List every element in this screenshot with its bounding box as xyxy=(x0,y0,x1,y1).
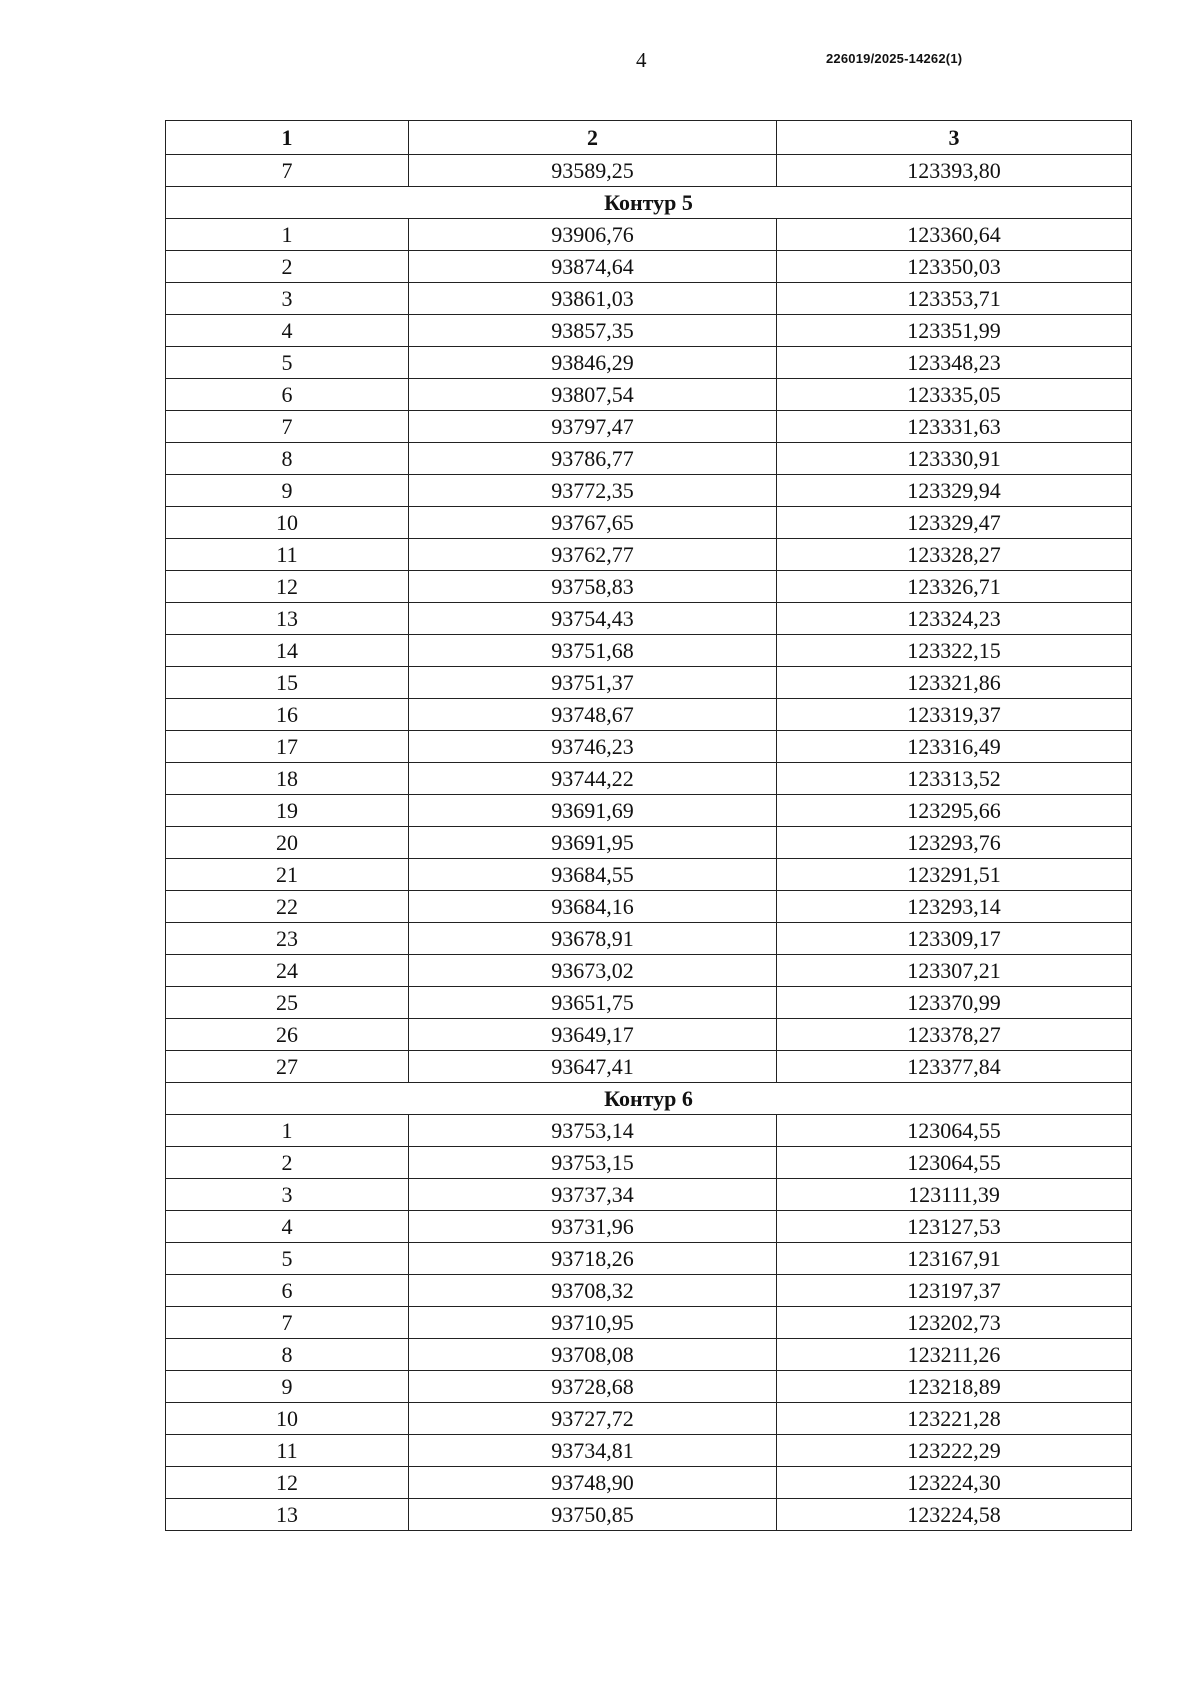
header-row xyxy=(166,121,1132,155)
x-coordinate-cell: 93753,15 xyxy=(409,1147,777,1179)
x-coordinate-cell: 93649,17 xyxy=(409,1019,777,1051)
y-coordinate-cell: 123330,91 xyxy=(777,443,1132,475)
x-coordinate-cell: 93737,34 xyxy=(409,1179,777,1211)
point-number-cell: 13 xyxy=(166,1499,409,1531)
y-coordinate-cell: 123351,99 xyxy=(777,315,1132,347)
y-coordinate-cell: 123328,27 xyxy=(777,539,1132,571)
y-coordinate-cell: 123370,99 xyxy=(777,987,1132,1019)
x-coordinate-cell: 93874,64 xyxy=(409,251,777,283)
table-row xyxy=(166,1275,1132,1307)
point-number-cell: 17 xyxy=(166,731,409,763)
x-coordinate-cell: 93678,91 xyxy=(409,923,777,955)
table-row xyxy=(166,411,1132,443)
table-row xyxy=(166,923,1132,955)
point-number-cell: 15 xyxy=(166,667,409,699)
x-coordinate-cell: 93906,76 xyxy=(409,219,777,251)
table-row xyxy=(166,731,1132,763)
x-coordinate-cell: 93762,77 xyxy=(409,539,777,571)
point-number-cell: 10 xyxy=(166,1403,409,1435)
table-row xyxy=(166,1179,1132,1211)
y-coordinate-cell: 123319,37 xyxy=(777,699,1132,731)
x-coordinate-cell: 93691,69 xyxy=(409,795,777,827)
y-coordinate-cell: 123167,91 xyxy=(777,1243,1132,1275)
x-coordinate-cell: 93753,14 xyxy=(409,1115,777,1147)
point-number-cell: 13 xyxy=(166,603,409,635)
y-coordinate-cell: 123350,03 xyxy=(777,251,1132,283)
y-coordinate-cell: 123329,94 xyxy=(777,475,1132,507)
table-row xyxy=(166,347,1132,379)
point-number-cell: 2 xyxy=(166,251,409,283)
table-row xyxy=(166,667,1132,699)
table-row xyxy=(166,1147,1132,1179)
point-number-cell: 11 xyxy=(166,539,409,571)
point-number-cell: 4 xyxy=(166,1211,409,1243)
x-coordinate-cell: 93786,77 xyxy=(409,443,777,475)
y-coordinate-cell: 123307,21 xyxy=(777,955,1132,987)
y-coordinate-cell: 123224,30 xyxy=(777,1467,1132,1499)
point-number-cell: 7 xyxy=(166,1307,409,1339)
point-number-cell: 7 xyxy=(166,411,409,443)
table-row xyxy=(166,795,1132,827)
y-coordinate-cell: 123127,53 xyxy=(777,1211,1132,1243)
y-coordinate-cell: 123353,71 xyxy=(777,283,1132,315)
point-number-cell: 7 xyxy=(166,155,409,187)
x-coordinate-cell: 93807,54 xyxy=(409,379,777,411)
table-row xyxy=(166,571,1132,603)
y-coordinate-cell: 123218,89 xyxy=(777,1371,1132,1403)
table-row xyxy=(166,283,1132,315)
x-coordinate-cell: 93797,47 xyxy=(409,411,777,443)
x-coordinate-cell: 93754,43 xyxy=(409,603,777,635)
point-number-cell: 16 xyxy=(166,699,409,731)
point-number-cell: 6 xyxy=(166,379,409,411)
x-coordinate-cell: 93708,32 xyxy=(409,1275,777,1307)
point-number-cell: 19 xyxy=(166,795,409,827)
point-number-cell: 8 xyxy=(166,443,409,475)
point-number-cell: 12 xyxy=(166,571,409,603)
x-coordinate-cell: 93748,67 xyxy=(409,699,777,731)
y-coordinate-cell: 123331,63 xyxy=(777,411,1132,443)
column-header-2: 2 xyxy=(409,121,777,155)
point-number-cell: 10 xyxy=(166,507,409,539)
y-coordinate-cell: 123064,55 xyxy=(777,1147,1132,1179)
y-coordinate-cell: 123111,39 xyxy=(777,1179,1132,1211)
y-coordinate-cell: 123316,49 xyxy=(777,731,1132,763)
document-id: 226019/2025-14262(1) xyxy=(826,51,963,66)
table-row xyxy=(166,475,1132,507)
coordinates-table xyxy=(165,120,1132,1531)
table-row xyxy=(166,827,1132,859)
table-row xyxy=(166,1243,1132,1275)
table-row xyxy=(166,1211,1132,1243)
point-number-cell: 20 xyxy=(166,827,409,859)
point-number-cell: 9 xyxy=(166,1371,409,1403)
table-row xyxy=(166,219,1132,251)
table-row xyxy=(166,859,1132,891)
y-coordinate-cell: 123197,37 xyxy=(777,1275,1132,1307)
table-row xyxy=(166,635,1132,667)
x-coordinate-cell: 93708,08 xyxy=(409,1339,777,1371)
y-coordinate-cell: 123064,55 xyxy=(777,1115,1132,1147)
section-row xyxy=(166,1083,1132,1115)
x-coordinate-cell: 93731,96 xyxy=(409,1211,777,1243)
y-coordinate-cell: 123309,17 xyxy=(777,923,1132,955)
y-coordinate-cell: 123291,51 xyxy=(777,859,1132,891)
point-number-cell: 5 xyxy=(166,1243,409,1275)
point-number-cell: 22 xyxy=(166,891,409,923)
y-coordinate-cell: 123348,23 xyxy=(777,347,1132,379)
point-number-cell: 3 xyxy=(166,1179,409,1211)
point-number-cell: 1 xyxy=(166,219,409,251)
table-row xyxy=(166,699,1132,731)
x-coordinate-cell: 93748,90 xyxy=(409,1467,777,1499)
x-coordinate-cell: 93684,55 xyxy=(409,859,777,891)
section-row xyxy=(166,187,1132,219)
x-coordinate-cell: 93767,65 xyxy=(409,507,777,539)
x-coordinate-cell: 93691,95 xyxy=(409,827,777,859)
y-coordinate-cell: 123202,73 xyxy=(777,1307,1132,1339)
table-row xyxy=(166,987,1132,1019)
point-number-cell: 2 xyxy=(166,1147,409,1179)
table-row xyxy=(166,315,1132,347)
section-title: Контур 6 xyxy=(166,1083,1132,1115)
y-coordinate-cell: 123293,14 xyxy=(777,891,1132,923)
point-number-cell: 27 xyxy=(166,1051,409,1083)
point-number-cell: 14 xyxy=(166,635,409,667)
x-coordinate-cell: 93751,37 xyxy=(409,667,777,699)
point-number-cell: 23 xyxy=(166,923,409,955)
column-header-1: 1 xyxy=(166,121,409,155)
y-coordinate-cell: 123224,58 xyxy=(777,1499,1132,1531)
y-coordinate-cell: 123322,15 xyxy=(777,635,1132,667)
table-row xyxy=(166,1115,1132,1147)
table-row xyxy=(166,1499,1132,1531)
x-coordinate-cell: 93857,35 xyxy=(409,315,777,347)
y-coordinate-cell: 123211,26 xyxy=(777,1339,1132,1371)
table-row xyxy=(166,1019,1132,1051)
point-number-cell: 1 xyxy=(166,1115,409,1147)
table-row xyxy=(166,1403,1132,1435)
table-row xyxy=(166,1051,1132,1083)
table-row xyxy=(166,155,1132,187)
x-coordinate-cell: 93758,83 xyxy=(409,571,777,603)
y-coordinate-cell: 123326,71 xyxy=(777,571,1132,603)
y-coordinate-cell: 123360,64 xyxy=(777,219,1132,251)
x-coordinate-cell: 93751,68 xyxy=(409,635,777,667)
y-coordinate-cell: 123313,52 xyxy=(777,763,1132,795)
x-coordinate-cell: 93750,85 xyxy=(409,1499,777,1531)
x-coordinate-cell: 93746,23 xyxy=(409,731,777,763)
y-coordinate-cell: 123295,66 xyxy=(777,795,1132,827)
table-row xyxy=(166,251,1132,283)
column-header-3: 3 xyxy=(777,121,1132,155)
table-row xyxy=(166,1435,1132,1467)
point-number-cell: 9 xyxy=(166,475,409,507)
y-coordinate-cell: 123378,27 xyxy=(777,1019,1132,1051)
y-coordinate-cell: 123329,47 xyxy=(777,507,1132,539)
y-coordinate-cell: 123393,80 xyxy=(777,155,1132,187)
table-row xyxy=(166,891,1132,923)
point-number-cell: 24 xyxy=(166,955,409,987)
x-coordinate-cell: 93846,29 xyxy=(409,347,777,379)
x-coordinate-cell: 93861,03 xyxy=(409,283,777,315)
x-coordinate-cell: 93673,02 xyxy=(409,955,777,987)
section-title: Контур 5 xyxy=(166,187,1132,219)
x-coordinate-cell: 93728,68 xyxy=(409,1371,777,1403)
point-number-cell: 6 xyxy=(166,1275,409,1307)
x-coordinate-cell: 93734,81 xyxy=(409,1435,777,1467)
point-number-cell: 12 xyxy=(166,1467,409,1499)
point-number-cell: 25 xyxy=(166,987,409,1019)
x-coordinate-cell: 93710,95 xyxy=(409,1307,777,1339)
point-number-cell: 4 xyxy=(166,315,409,347)
point-number-cell: 26 xyxy=(166,1019,409,1051)
x-coordinate-cell: 93727,72 xyxy=(409,1403,777,1435)
table-row xyxy=(166,379,1132,411)
x-coordinate-cell: 93772,35 xyxy=(409,475,777,507)
point-number-cell: 18 xyxy=(166,763,409,795)
table-row xyxy=(166,443,1132,475)
x-coordinate-cell: 93647,41 xyxy=(409,1051,777,1083)
y-coordinate-cell: 123293,76 xyxy=(777,827,1132,859)
y-coordinate-cell: 123324,23 xyxy=(777,603,1132,635)
table-row xyxy=(166,1371,1132,1403)
y-coordinate-cell: 123377,84 xyxy=(777,1051,1132,1083)
page-number: 4 xyxy=(636,48,647,72)
x-coordinate-cell: 93718,26 xyxy=(409,1243,777,1275)
table-row xyxy=(166,1307,1132,1339)
y-coordinate-cell: 123221,28 xyxy=(777,1403,1132,1435)
point-number-cell: 3 xyxy=(166,283,409,315)
table-body xyxy=(166,155,1132,1531)
point-number-cell: 21 xyxy=(166,859,409,891)
x-coordinate-cell: 93651,75 xyxy=(409,987,777,1019)
point-number-cell: 5 xyxy=(166,347,409,379)
x-coordinate-cell: 93589,25 xyxy=(409,155,777,187)
y-coordinate-cell: 123321,86 xyxy=(777,667,1132,699)
table-row xyxy=(166,1467,1132,1499)
y-coordinate-cell: 123222,29 xyxy=(777,1435,1132,1467)
table-row xyxy=(166,507,1132,539)
table-row xyxy=(166,763,1132,795)
point-number-cell: 8 xyxy=(166,1339,409,1371)
x-coordinate-cell: 93744,22 xyxy=(409,763,777,795)
table-row xyxy=(166,1339,1132,1371)
x-coordinate-cell: 93684,16 xyxy=(409,891,777,923)
point-number-cell: 11 xyxy=(166,1435,409,1467)
table-row xyxy=(166,955,1132,987)
table-row xyxy=(166,603,1132,635)
y-coordinate-cell: 123335,05 xyxy=(777,379,1132,411)
table-row xyxy=(166,539,1132,571)
